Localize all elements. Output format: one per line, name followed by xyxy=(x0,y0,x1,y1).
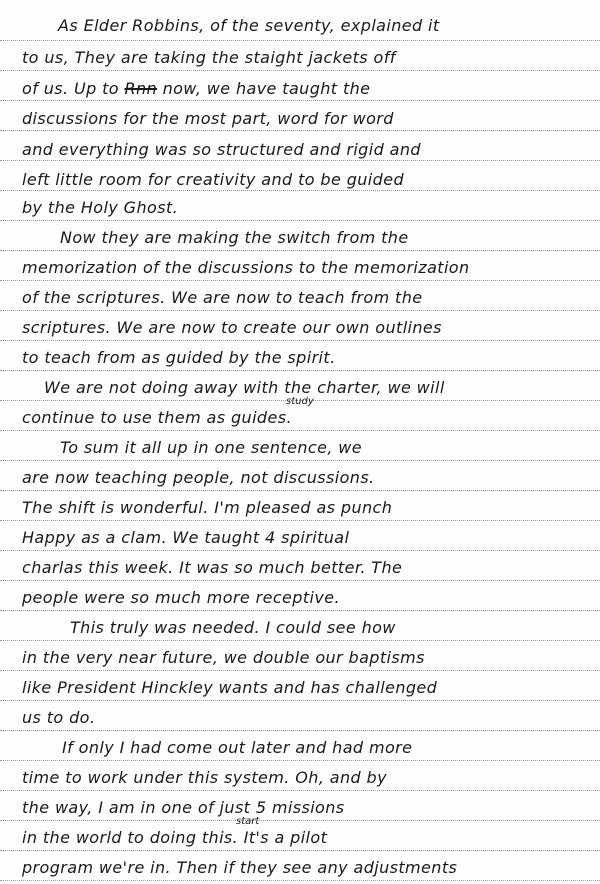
text-line: of the scriptures. We are now to teach from the xyxy=(22,288,423,307)
text-line: If only I had come out later and had more xyxy=(62,738,413,757)
text-line: Happy as a clam. We taught 4 spiritual xyxy=(22,528,350,547)
text-segment: of us. Up to xyxy=(22,79,125,98)
text-line: and everything was so structured and rigid and xyxy=(22,140,421,159)
ruled-line xyxy=(0,190,600,191)
inserted-word: study xyxy=(286,396,314,407)
text-segment: now, we have taught the xyxy=(157,79,371,98)
ruled-line xyxy=(0,100,600,101)
ruled-line xyxy=(0,670,600,671)
ruled-line xyxy=(0,130,600,131)
text-line: discussions for the most part, word for word xyxy=(22,109,394,128)
text-line: left little room for creativity and to be guided xyxy=(22,170,405,189)
ruled-line xyxy=(0,460,600,461)
text-line: time to work under this system. Oh, and by xyxy=(22,768,387,787)
text-line: To sum it all up in one sentence, we xyxy=(60,438,363,457)
text-line: like President Hinckley wants and has challenged xyxy=(22,678,438,697)
ruled-line xyxy=(0,490,600,491)
ruled-line xyxy=(0,70,600,71)
ruled-line xyxy=(0,850,600,851)
text-line: to us, They are taking the staight jackets off xyxy=(22,48,396,67)
text-line: the way, I am in one of just 5 missions xyxy=(22,798,345,817)
text-line: charlas this week. It was so much better. The xyxy=(22,558,403,577)
text-line: program we're in. Then if they see any adjustments xyxy=(22,858,458,877)
ruled-line xyxy=(0,520,600,521)
text-line: scriptures. We are now to create our own outlines xyxy=(22,318,442,337)
ruled-line xyxy=(0,790,600,791)
ruled-line xyxy=(0,310,600,311)
text-line: We are not doing away with the charter, we will xyxy=(44,378,445,397)
ruled-line xyxy=(0,610,600,611)
ruled-line xyxy=(0,160,600,161)
ruled-line xyxy=(0,370,600,371)
ruled-line xyxy=(0,340,600,341)
text-line: people were so much more receptive. xyxy=(22,588,340,607)
ruled-line xyxy=(0,760,600,761)
ruled-line xyxy=(0,40,600,41)
text-line: by the Holy Ghost. xyxy=(22,198,179,217)
text-line: us to do. xyxy=(22,708,96,727)
text-line: to teach from as guided by the spirit. xyxy=(22,348,336,367)
ruled-line xyxy=(0,730,600,731)
ruled-line xyxy=(0,220,600,221)
struck-out-word: Rnn xyxy=(124,79,158,98)
ruled-line xyxy=(0,880,600,881)
text-line: As Elder Robbins, of the seventy, explained it xyxy=(58,16,440,35)
text-line: This truly was needed. I could see how xyxy=(70,618,396,637)
text-line: memorization of the discussions to the memorization xyxy=(22,258,470,277)
text-line: in the world to doing this. It's a pilot xyxy=(22,828,328,847)
ruled-line xyxy=(0,820,600,821)
ruled-line xyxy=(0,550,600,551)
ruled-line xyxy=(0,250,600,251)
inserted-word: start xyxy=(236,816,260,827)
ruled-line xyxy=(0,280,600,281)
ruled-line xyxy=(0,640,600,641)
text-line: are now teaching people, not discussions. xyxy=(22,468,375,487)
text-line: continue to use them as guides. xyxy=(22,408,292,427)
text-line: The shift is wonderful. I'm pleased as punch xyxy=(22,498,393,517)
text-line: in the very near future, we double our baptisms xyxy=(22,648,425,667)
ruled-line xyxy=(0,430,600,431)
text-line: Now they are making the switch from the xyxy=(60,228,409,247)
ruled-line xyxy=(0,700,600,701)
ruled-line xyxy=(0,580,600,581)
text-line xyxy=(22,79,370,99)
